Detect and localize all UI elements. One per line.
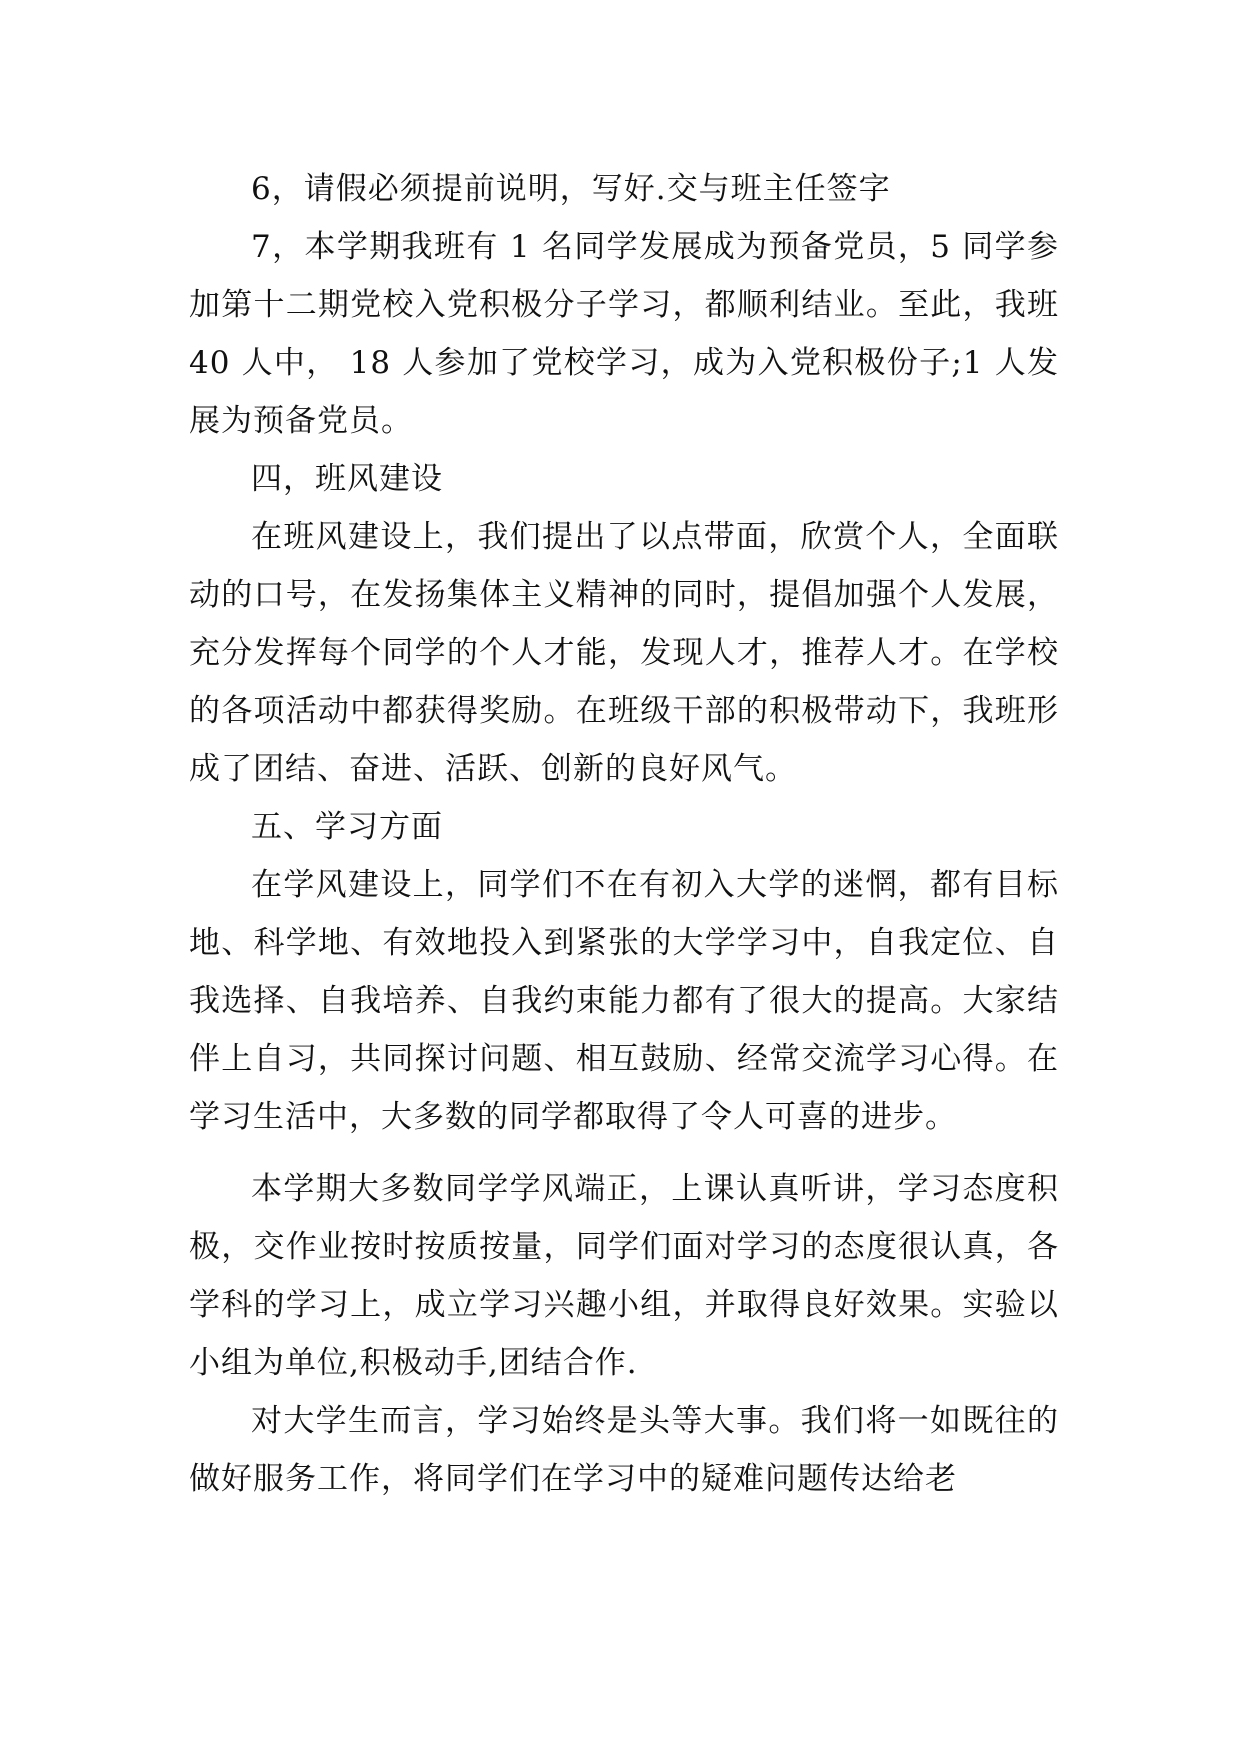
paragraph-study-atmosphere: 在学风建设上，同学们不在有初入大学的迷惘，都有目标地、科学地、有效地投入到紧张的大学学习中，自我定位、自我选择、自我培养、自我约束能力都有了很大的提高。大家结伴上自习，共同探讨问题、相互鼓励、经常交流学习心得。在学习生活中，大多数的同学都取得了令人可喜的进步。 [189,867,1059,1135]
paragraph-party-members: 7，本学期我班有 1 名同学发展成为预备党员，5 同学参加第十二期党校入党积极分子学习，都顺利结业。至此，我班 40 人中， 18 人参加了党校学习，成为入党积极份子;1 人发展为预备党员。 [189,229,1059,439]
document-body [189,160,1059,1508]
section-heading-class-style: 四，班风建设 [251,461,443,497]
paragraph-study-priority: 对大学生而言，学习始终是头等大事。我们将一如既往的做好服务工作，将同学们在学习中的疑难问题传达给老 [189,1403,1059,1497]
section-heading-study: 五、学习方面 [251,809,443,845]
paragraph-leave-rule: 6，请假必须提前说明，写好.交与班主任签字 [251,171,891,207]
paragraph-study-attitude: 本学期大多数同学学风端正，上课认真听讲，学习态度积极，交作业按时按质按量，同学们面对学习的态度很认真，各学科的学习上，成立学习兴趣小组，并取得良好效果。实验以小组为单位,积极动手,团结合作. [189,1171,1059,1381]
paragraph-class-style: 在班风建设上，我们提出了以点带面，欣赏个人，全面联动的口号，在发扬集体主义精神的同时，提倡加强个人发展，充分发挥每个同学的个人才能，发现人才，推荐人才。在学校的各项活动中都获得奖励。在班级干部的积极带动下，我班形成了团结、奋进、活跃、创新的良好风气。 [189,519,1059,787]
